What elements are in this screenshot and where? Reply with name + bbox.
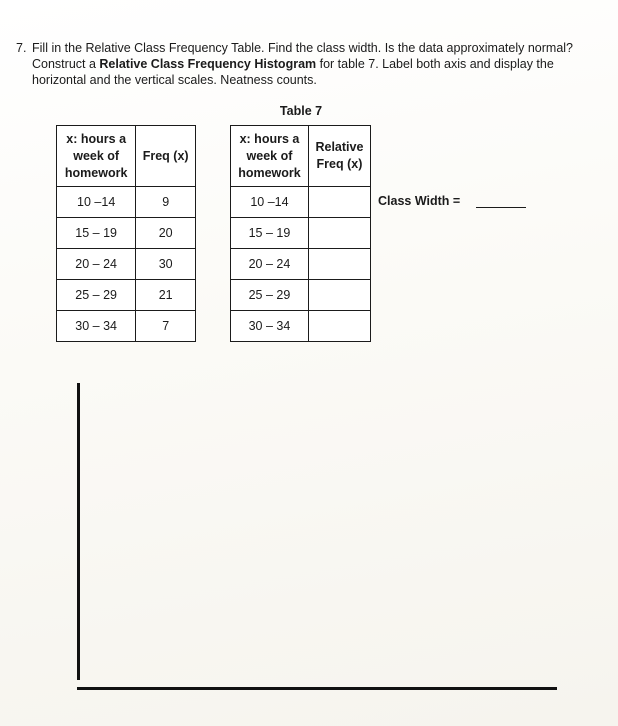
class-cell: 25 – 29 (231, 280, 309, 311)
table-row (57, 249, 196, 280)
class-cell: 20 – 24 (231, 249, 309, 280)
frequency-table-freq-header: Freq (x) (136, 126, 196, 187)
header-line: homework (64, 165, 128, 180)
class-cell: 10 –14 (231, 187, 309, 218)
freq-cell: 21 (136, 280, 196, 311)
class-cell: 30 – 34 (231, 311, 309, 342)
frequency-table-class-header (57, 126, 136, 187)
freq-cell: 30 (136, 249, 196, 280)
class-cell: 20 – 24 (57, 249, 136, 280)
question-line-1-text: Fill in the Relative Class Frequency Table. Find the class width. Is the data approximately normal? (32, 41, 573, 55)
header-line: x: hours a (66, 131, 127, 146)
table-row (57, 218, 196, 249)
freq-cell: 9 (136, 187, 196, 218)
question-line-1 (16, 40, 596, 56)
table-row (231, 249, 371, 280)
question-text (16, 40, 596, 88)
question-line-2-post: for table 7. Label both axis and display the (316, 57, 554, 71)
relative-frequency-table (230, 125, 371, 342)
class-cell: 25 – 29 (57, 280, 136, 311)
frequency-table (56, 125, 196, 342)
question-line-3: horizontal and the vertical scales. Neatness counts. (32, 73, 317, 87)
class-cell: 15 – 19 (231, 218, 309, 249)
relative-table-rel-header (308, 126, 370, 187)
table-row (57, 280, 196, 311)
header-line: Relative (315, 140, 364, 154)
question-line-2-bold: Relative Class Frequency Histogram (99, 57, 317, 71)
header-line: week of (73, 148, 120, 163)
freq-cell: 20 (136, 218, 196, 249)
question-line-2 (16, 56, 596, 72)
class-width-label: Class Width = (378, 194, 461, 208)
table-row (231, 280, 371, 311)
table-row (231, 311, 371, 342)
table-row (57, 311, 196, 342)
class-cell: 15 – 19 (57, 218, 136, 249)
class-cell: 10 –14 (57, 187, 136, 218)
header-line: Freq (x) (316, 157, 363, 171)
relative-freq-input-cell[interactable] (308, 218, 370, 249)
histogram-x-axis (77, 687, 557, 690)
table-row (57, 187, 196, 218)
relative-table-class-header (231, 126, 309, 187)
table-caption: Table 7 (279, 104, 323, 118)
class-width-answer-blank[interactable] (476, 207, 526, 208)
question-line-2-pre: Construct a (32, 57, 100, 71)
freq-cell: 7 (136, 311, 196, 342)
relative-freq-input-cell[interactable] (308, 249, 370, 280)
class-cell: 30 – 34 (57, 311, 136, 342)
question-number: 7. (16, 41, 27, 55)
relative-freq-input-cell[interactable] (308, 187, 370, 218)
header-line: homework (238, 165, 301, 180)
frequency-table-header-row (57, 126, 196, 187)
header-line: week of (246, 148, 293, 163)
relative-freq-input-cell[interactable] (308, 311, 370, 342)
relative-freq-input-cell[interactable] (308, 280, 370, 311)
table-row (231, 218, 371, 249)
relative-table-header-row (231, 126, 371, 187)
header-line: x: hours a (239, 131, 300, 146)
table-row (231, 187, 371, 218)
histogram-y-axis (77, 383, 80, 680)
